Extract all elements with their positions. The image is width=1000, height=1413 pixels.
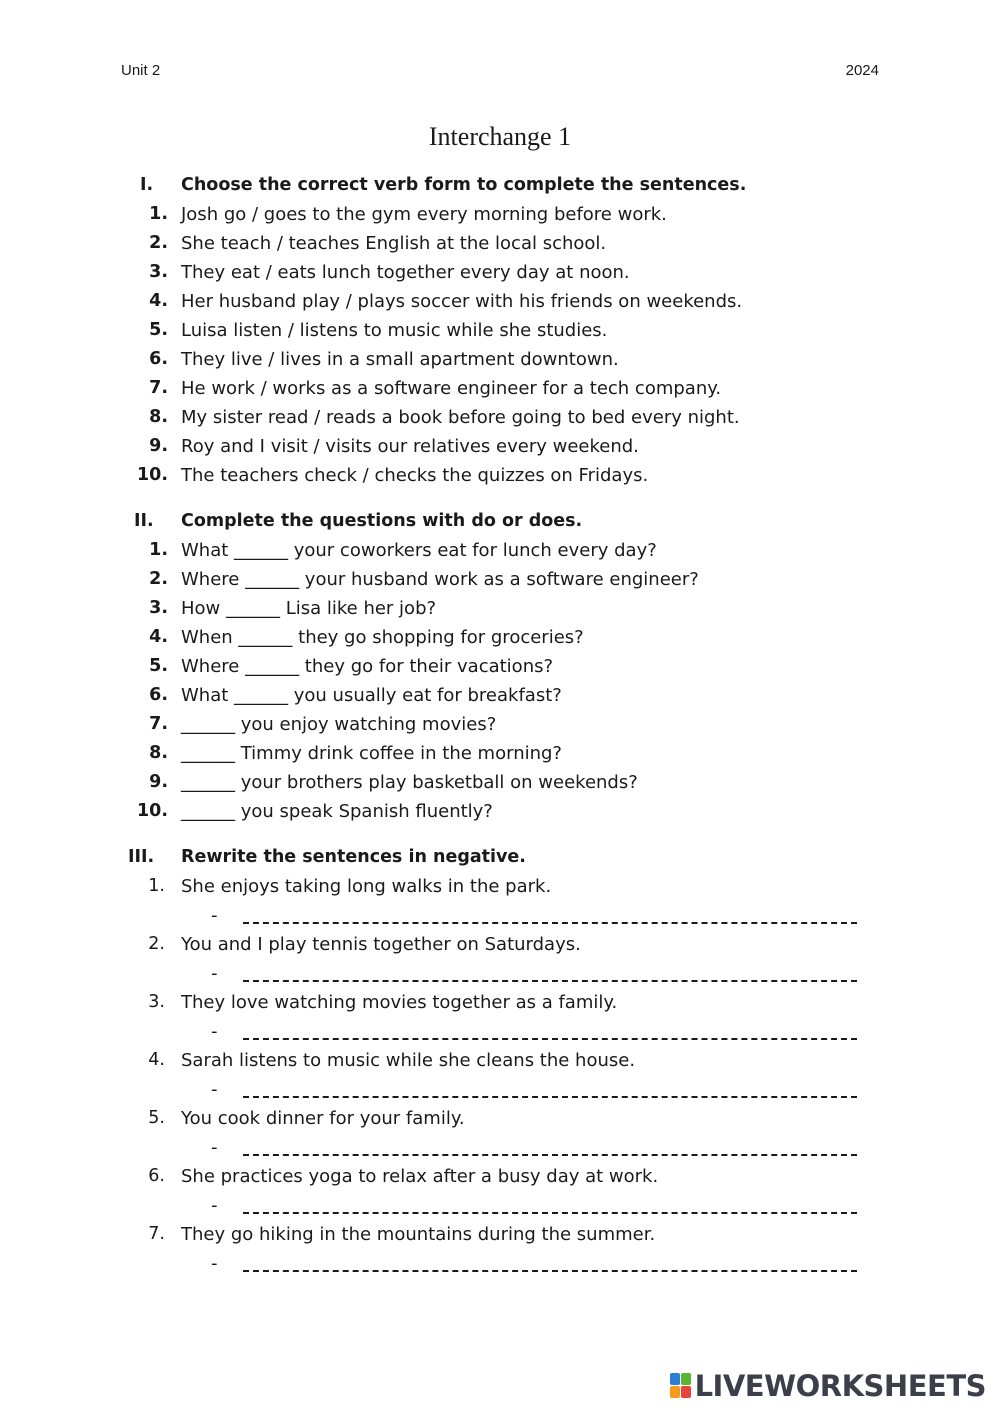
item-text: The teachers check / checks the quizzes on Fridays. (181, 465, 649, 486)
item-text: She teach / teaches English at the local school. (181, 233, 607, 254)
item-number: 7. (149, 714, 168, 734)
item-number: 6. (149, 685, 168, 705)
list-item (0, 931, 1000, 960)
item-text: What ______ you usually eat for breakfast? (181, 685, 562, 706)
section-2-heading (0, 508, 1000, 537)
answer-dash: - (211, 963, 218, 984)
answer-blank[interactable] (243, 980, 857, 982)
item-number: 1. (149, 540, 168, 560)
item-number: 5. (148, 1108, 165, 1128)
list-item (0, 740, 1000, 769)
logo-square-blue (670, 1373, 680, 1385)
item-number: 4. (149, 291, 168, 311)
list-item (0, 682, 1000, 711)
item-number: 5. (149, 656, 168, 676)
section-1-instruction: Choose the correct verb form to complete the sentences. (181, 175, 747, 195)
section-3-heading (0, 844, 1000, 873)
list-item (0, 259, 1000, 288)
list-item (0, 375, 1000, 404)
logo-square-green (681, 1373, 691, 1385)
list-item (0, 1105, 1000, 1134)
section-3-instruction: Rewrite the sentences in negative. (181, 847, 526, 867)
item-text: How ______ Lisa like her job? (181, 598, 437, 619)
item-text: They live / lives in a small apartment downtown. (181, 349, 619, 370)
answer-line[interactable] (0, 960, 1000, 989)
list-item (0, 433, 1000, 462)
list-item (0, 346, 1000, 375)
list-item (0, 873, 1000, 902)
list-item (0, 769, 1000, 798)
answer-blank[interactable] (243, 1096, 857, 1098)
list-item (0, 798, 1000, 827)
list-item (0, 566, 1000, 595)
item-number: 6. (148, 1166, 165, 1186)
answer-dash: - (211, 905, 218, 926)
item-text: Luisa listen / listens to music while she studies. (181, 320, 608, 341)
liveworksheets-logo-icon (670, 1373, 692, 1399)
section-2-number: II. (134, 511, 154, 531)
section-1-heading (0, 172, 1000, 201)
item-text: They eat / eats lunch together every day at noon. (181, 262, 630, 283)
answer-blank[interactable] (243, 1270, 857, 1272)
section-1 (0, 172, 1000, 491)
item-text: Her husband play / plays soccer with his friends on weekends. (181, 291, 743, 312)
item-number: 8. (149, 743, 168, 763)
item-text: Sarah listens to music while she cleans the house. (181, 1050, 636, 1071)
answer-dash: - (211, 1079, 218, 1100)
item-number: 4. (148, 1050, 165, 1070)
answer-dash: - (211, 1021, 218, 1042)
item-number: 10. (136, 465, 168, 485)
answer-line[interactable] (0, 1134, 1000, 1163)
item-text: He work / works as a software engineer for a tech company. (181, 378, 722, 399)
item-number: 6. (149, 349, 168, 369)
item-number: 5. (149, 320, 168, 340)
item-number: 7. (149, 378, 168, 398)
item-number: 3. (149, 598, 168, 618)
list-item (0, 462, 1000, 491)
answer-dash: - (211, 1195, 218, 1216)
item-text: My sister read / reads a book before going to bed every night. (181, 407, 740, 428)
item-number: 9. (149, 772, 168, 792)
section-3-number: III. (128, 847, 155, 867)
item-text: When ______ they go shopping for groceries? (181, 627, 584, 648)
list-item (0, 230, 1000, 259)
item-text: They go hiking in the mountains during the summer. (181, 1224, 656, 1245)
item-text: Where ______ they go for their vacations? (181, 656, 554, 677)
item-number: 3. (149, 262, 168, 282)
answer-blank[interactable] (243, 1212, 857, 1214)
item-number: 2. (149, 569, 168, 589)
answer-line[interactable] (0, 902, 1000, 931)
item-text: Where ______ your husband work as a software engineer? (181, 569, 699, 590)
item-text: You cook dinner for your family. (181, 1108, 465, 1129)
list-item (0, 624, 1000, 653)
item-text: She practices yoga to relax after a busy day at work. (181, 1166, 659, 1187)
item-number: 3. (148, 992, 165, 1012)
item-number: 8. (149, 407, 168, 427)
list-item (0, 1047, 1000, 1076)
answer-dash: - (211, 1253, 218, 1274)
header-year: 2024 (845, 62, 879, 79)
list-item (0, 595, 1000, 624)
list-item (0, 1221, 1000, 1250)
item-number: 1. (148, 876, 165, 896)
answer-line[interactable] (0, 1250, 1000, 1279)
item-text: ______ Timmy drink coffee in the morning? (181, 743, 562, 764)
list-item (0, 537, 1000, 566)
item-number: 2. (149, 233, 168, 253)
list-item (0, 201, 1000, 230)
liveworksheets-logo (670, 1369, 986, 1403)
item-text: Roy and I visit / visits our relatives every weekend. (181, 436, 639, 457)
item-number: 7. (148, 1224, 165, 1244)
section-3 (0, 844, 1000, 1279)
answer-blank[interactable] (243, 1154, 857, 1156)
item-text: You and I play tennis together on Saturdays. (181, 934, 581, 955)
answer-blank[interactable] (243, 1038, 857, 1040)
section-1-number: I. (140, 175, 154, 195)
item-text: Josh go / goes to the gym every morning before work. (181, 204, 667, 225)
item-text: ______ you speak Spanish fluently? (181, 801, 493, 822)
answer-line[interactable] (0, 1076, 1000, 1105)
list-item (0, 653, 1000, 682)
answer-line[interactable] (0, 1192, 1000, 1221)
page-title: Interchange 1 (428, 122, 572, 151)
item-text: What ______ your coworkers eat for lunch every day? (181, 540, 657, 561)
item-text: ______ your brothers play basketball on weekends? (181, 772, 638, 793)
answer-line[interactable] (0, 1018, 1000, 1047)
item-text: ______ you enjoy watching movies? (181, 714, 497, 735)
item-text: They love watching movies together as a family. (181, 992, 618, 1013)
section-2 (0, 508, 1000, 827)
section-2-instruction: Complete the questions with do or does. (181, 511, 583, 531)
logo-text: LIVEWORKSHEETS (694, 1369, 986, 1403)
item-number: 2. (148, 934, 165, 954)
item-number: 4. (149, 627, 168, 647)
list-item (0, 288, 1000, 317)
item-number: 9. (149, 436, 168, 456)
list-item (0, 711, 1000, 740)
item-number: 10. (136, 801, 168, 821)
list-item (0, 1163, 1000, 1192)
answer-blank[interactable] (243, 922, 857, 924)
header-unit: Unit 2 (121, 62, 161, 79)
answer-dash: - (211, 1137, 218, 1158)
item-text: She enjoys taking long walks in the park. (181, 876, 552, 897)
logo-square-orange (670, 1386, 680, 1398)
list-item (0, 317, 1000, 346)
list-item (0, 404, 1000, 433)
list-item (0, 989, 1000, 1018)
logo-square-red (681, 1386, 691, 1398)
item-number: 1. (149, 204, 168, 224)
